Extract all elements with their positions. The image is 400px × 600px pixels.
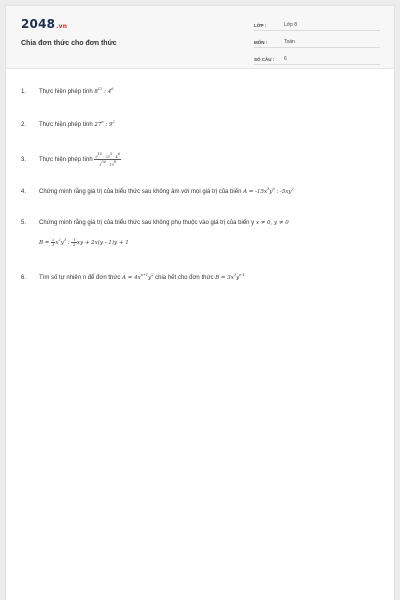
worksheet-meta [254, 16, 380, 67]
worksheet-page [5, 5, 395, 600]
question-6 [21, 271, 245, 282]
logo-text: 2048 [21, 17, 56, 31]
question-number: 1. [21, 89, 27, 95]
question-text: Chứng minh rằng giá trị của biểu thức sau không phụ thuộc vào giá trị của biến y [39, 220, 255, 226]
site-logo[interactable] [21, 18, 67, 33]
question-formula: $\frac{9^{15} \cdot 25^5 \cdot 4^6}{3^{30} \cdot 10^8}$ [95, 152, 120, 167]
question-text: Thực hiện phép tính [39, 89, 93, 95]
question-condition: x ≠ 0, y ≠ 0 [255, 220, 289, 226]
worksheet-header [6, 6, 394, 69]
question-formula: $A = -15x^3y^6$ : $-5xy^2$ [243, 187, 294, 195]
question-formula: 27$^n$ : $9^2$ [94, 120, 115, 128]
question-formula-b: $B = 3x^3y^{n-1}$ [215, 273, 245, 281]
question-1 [21, 85, 113, 96]
logo-suffix: .vn [56, 23, 68, 30]
question-number: 4. [21, 189, 27, 195]
question-text: Thực hiện phép tính [39, 157, 93, 164]
question-formula-a: $A = 4x^{n+1}y^2$ [122, 273, 154, 281]
question-text: Thực hiện phép tính [39, 122, 93, 128]
worksheet-title: Chia đơn thức cho đơn thức [21, 40, 117, 47]
meta-row-subject [254, 33, 380, 48]
question-formula: $8^{12}$ : $4^6$ [94, 87, 114, 95]
meta-value: Lớp 8 [284, 22, 298, 28]
meta-label: LỚP : [254, 23, 267, 28]
meta-value: Toán [284, 39, 295, 45]
question-5 [21, 219, 289, 227]
question-2 [21, 118, 115, 129]
meta-value: 6 [284, 56, 287, 62]
question-5-expression: B = $\frac{2}{3}$ $x^2y^3$ : $\frac{-1}{3}$ xy + 2x(y - 1)y + 1 [39, 238, 129, 247]
meta-row-class [254, 16, 380, 31]
question-3 [21, 152, 121, 167]
question-text: Tìm số tự nhiên n để đơn thức [39, 275, 121, 281]
question-text: Chứng minh rằng giá trị của biểu thức sau không âm với mọi giá trị của biến [39, 189, 242, 195]
question-4 [21, 185, 294, 196]
question-number: 6. [21, 275, 27, 281]
question-number: 3. [21, 157, 27, 164]
meta-row-question-count [254, 50, 380, 65]
question-number: 2. [21, 122, 27, 128]
meta-label: SỐ CÂU : [254, 57, 275, 62]
question-number: 5. [21, 220, 27, 226]
question-text-2: chia hết cho đơn thức [155, 275, 214, 281]
meta-label: MÔN : [254, 40, 268, 45]
